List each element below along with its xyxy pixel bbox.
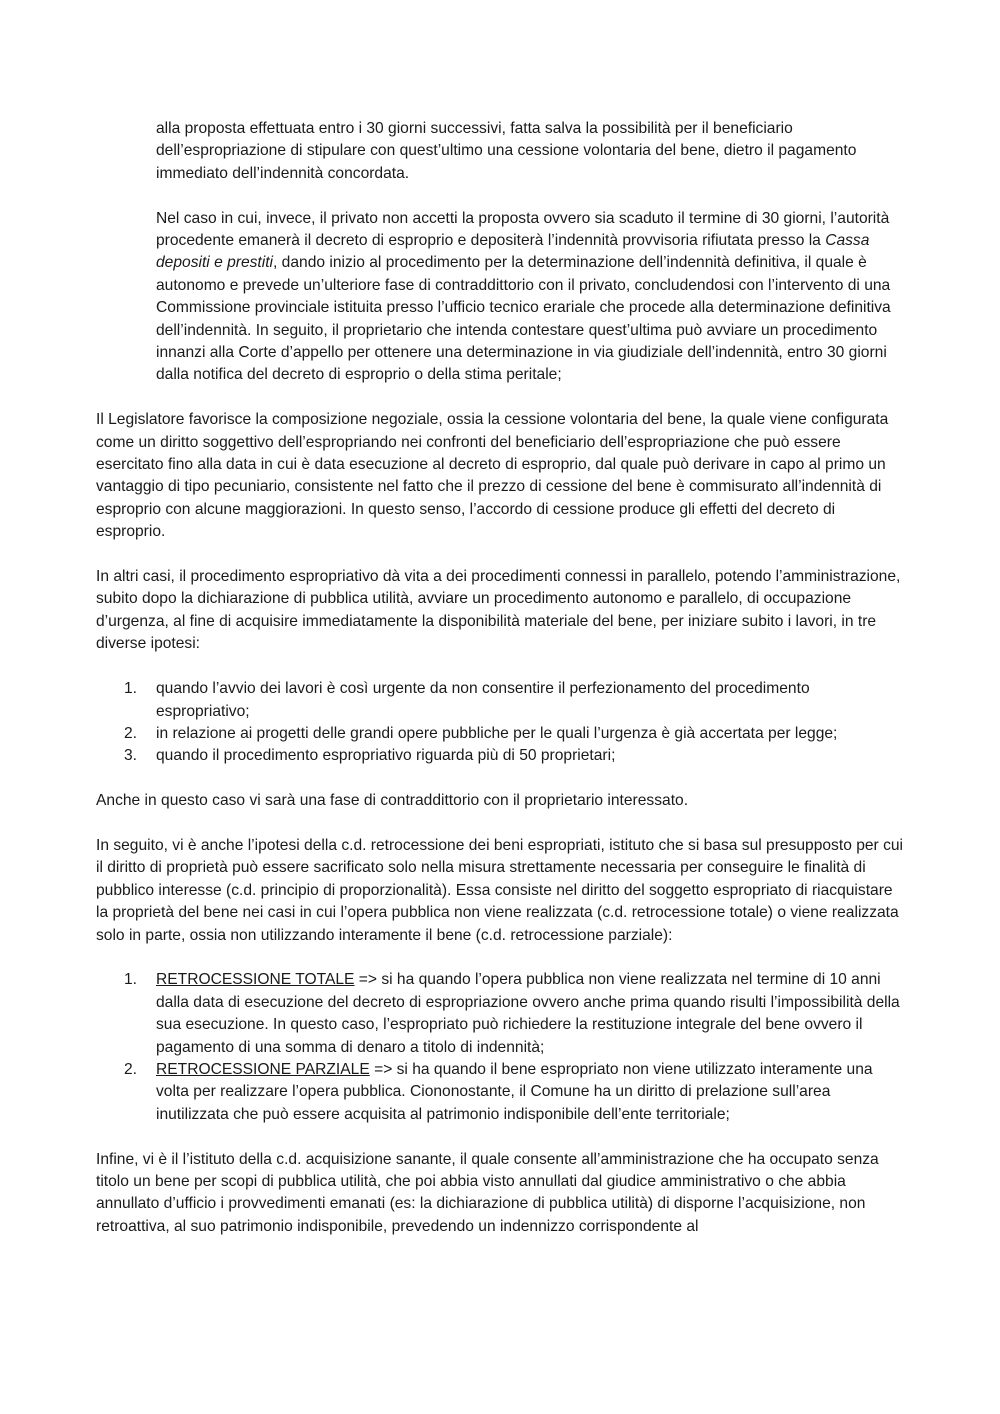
retrocessione-paragraph: In seguito, vi è anche l’ipotesi della c.d. retrocessione dei beni espropriati, istituto che si basa sul presupposto per cui il diritto di proprietà può essere sacrificato solo nella misura strettamente necessaria per conseguire le finalità di pubblico interesse (c.d. principio di proporzionalità). Essa consiste nel diritto del soggetto espropriato di riacquistare la proprietà del bene nei casi in cui l’opera pubblica non viene realizzata (c.d. retrocessione totale) o viene realizzata solo in parte, ossia non utilizzando interamente il bene (c.d. retrocessione parziale): bbox=[96, 836, 903, 944]
refusal-paragraph bbox=[96, 208, 906, 387]
refusal-text-before: Nel caso in cui, invece, il privato non accetti la proposta ovvero sia scaduto il termine di 30 giorni, l’autorità procedente emanerà il decreto di esproprio e depositerà l’indennità provvisoria rifiutata presso la bbox=[156, 209, 890, 250]
list-item-text: => si ha quando l’opera pubblica non viene realizzata nel termine di 10 anni dalla data di esecuzione del decreto di espropriazione ovvero anche prima quando risulti l’impossibilità della sua esecuzione. In questo caso, l’espropriato può richiedere la restituzione integrale del bene ovvero il pagamento di una somma di denaro a titolo di indennità; bbox=[156, 971, 900, 1056]
ipotesi-list bbox=[96, 678, 906, 768]
list-item-number: 1. bbox=[124, 971, 138, 989]
list-item-number: 2. bbox=[124, 724, 138, 742]
list-item-text: in relazione ai progetti delle grandi opere pubbliche per le quali l’urgenza è già accertata per legge; bbox=[156, 724, 838, 742]
list-item-text: => si ha quando il bene espropriato non viene utilizzato interamente una volta per realizzare l’opera pubblica. Ciononostante, il Comune ha un diritto di prelazione sull’area inutilizzata che può essere acquisita al patrimonio indisponibile dell’ente territoriale; bbox=[156, 1060, 873, 1123]
list-item-number: 1. bbox=[124, 680, 138, 698]
list-item bbox=[96, 1059, 906, 1126]
retrocessione-parziale-term: RETROCESSIONE PARZIALE bbox=[156, 1060, 370, 1078]
occupazione-paragraph: In altri casi, il procedimento espropriativo dà vita a dei procedimenti connessi in parallelo, potendo l’amministrazione, subito dopo la dichiarazione di pubblica utilità, avviare un procedimento autonomo e parallelo, di occupazione d’urgenza, al fine di acquisire immediatamente la disponibilità materiale del bene, per iniziare subito i lavori, in tre diverse ipotesi: bbox=[96, 568, 901, 653]
list-item bbox=[96, 969, 906, 1059]
acquisizione-paragraph: Infine, vi è il l’istituto della c.d. acquisizione sanante, il quale consente all’amministrazione che ha occupato senza titolo un bene per scopi di pubblica utilità, che poi abbia visto annullati dal giudice amministrativo o che abbia annullato d’ufficio i provvedimenti emanati (es: la dichiarazione di pubblica utilità) di disporne l’acquisizione, non retroattiva, al suo patrimonio indisponibile, prevedendo un indennizzo corrispondente al bbox=[96, 1150, 879, 1235]
list-item-text: quando il procedimento espropriativo riguarda più di 50 proprietari; bbox=[156, 747, 616, 765]
list-item-text: quando l’avvio dei lavori è così urgente da non consentire il perfezionamento del procedimento espropriativo; bbox=[156, 680, 810, 720]
contraddittorio-paragraph: Anche in questo caso vi sarà una fase di contraddittorio con il proprietario interessato. bbox=[96, 792, 689, 810]
cessione-paragraph: Il Legislatore favorisce la composizione negoziale, ossia la cessione volontaria del bene, la quale viene configurata come un diritto soggettivo dell’espropriando nei confronti del beneficiario dell’espropriazione che può essere esercitato fino alla data in cui è data esecuzione al decreto di esproprio, dal quale può derivare in capo al primo un vantaggio di tipo pecuniario, consistente nel fatto che il prezzo di cessione del bene è commisurato all’indennità di esproprio con alcune maggiorazioni. In questo senso, l’accordo di cessione produce gli effetti del decreto di esproprio. bbox=[96, 411, 889, 541]
list-item-number: 2. bbox=[124, 1060, 138, 1078]
list-item bbox=[96, 745, 906, 767]
retrocessione-list bbox=[96, 969, 906, 1126]
cassa-depositi-italic: Cassa depositi e prestiti bbox=[156, 232, 870, 272]
list-item bbox=[96, 723, 906, 745]
refusal-text-after: , dando inizio al procedimento per la determinazione dell’indennità definitiva, il quale è autonomo e prevede un’ulteriore fase di contraddittorio con il privato, concludendosi con l’intervento di una Commissione provinciale istituita presso l’ufficio tecnico erariale che procede alla determinazione definitiva dell’indennità. In seguito, il proprietario che intenda contestare quest’ultima può avviare un procedimento innanzi alla Corte d’appello per ottenere una determinazione in via giudiziale dell’indennità, entro 30 giorni dalla notifica del decreto di esproprio o della stima peritale; bbox=[156, 254, 891, 384]
list-item bbox=[96, 678, 906, 723]
intro-continuation-paragraph: alla proposta effettuata entro i 30 giorni successivi, fatta salva la possibilità per il beneficiario dell’espropriazione di stipulare con quest’ultimo una cessione volontaria del bene, dietro il pagamento immediato dell’indennità concordata. bbox=[156, 120, 857, 182]
retrocessione-totale-term: RETROCESSIONE TOTALE bbox=[156, 971, 355, 989]
list-item-number: 3. bbox=[124, 747, 138, 765]
